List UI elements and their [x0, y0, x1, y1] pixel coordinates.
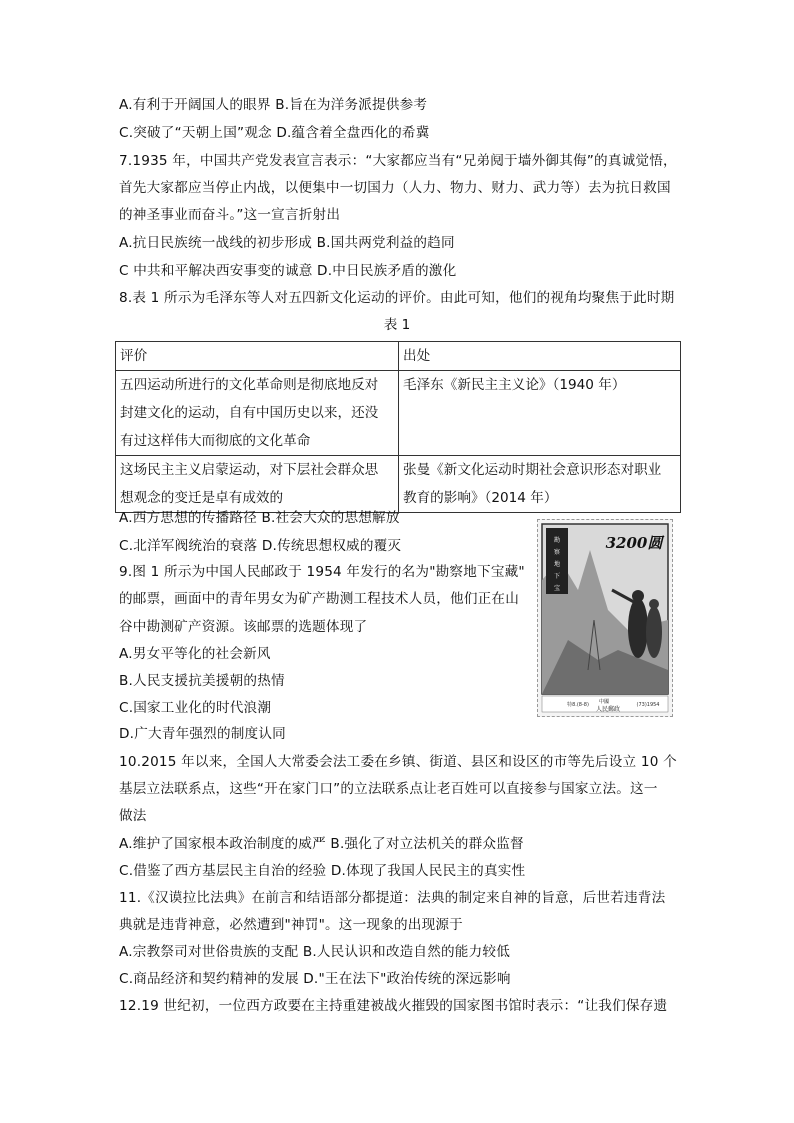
q11-stem-line2: 典就是违背神意，必然遭到"神罚"。这一现象的出现源于 [119, 917, 463, 933]
evaluation-cell [116, 456, 399, 513]
q10-stem-line3: 做法 [119, 808, 147, 824]
q7-stem-line2: 首先大家都应当停止内战，以便集中一切国力（人力、物力、财力、武力等）去为抗日救国 [119, 180, 671, 196]
header-evaluation: 评价 [116, 342, 399, 371]
postage-stamp-image [537, 519, 673, 717]
q7-stem-line3: 的神圣事业而奋斗。”这一宣言折射出 [119, 207, 341, 223]
svg-text:地: 地 [553, 561, 561, 568]
table-caption: 表 1 [383, 317, 411, 333]
q12-stem-line1: 12.19 世纪初，一位西方政要在主持重建被战火摧毁的国家图书馆时表示：“让我们保存遗 [119, 998, 668, 1014]
cell-line: 张曼《新文化运动时期社会意识形态对职业 [403, 462, 662, 478]
q10-options-ab: A.维护了国家根本政治制度的威严 B.强化了对立法机关的群众监督 [119, 836, 524, 852]
q9-stem-line2: 的邮票，画面中的青年男女为矿产勘测工程技术人员，他们正在山 [119, 591, 520, 607]
evaluation-cell [116, 371, 399, 456]
table-row [116, 371, 681, 456]
q6-options-cd: C.突破了“天朝上国”观念 D.蕴含着全盘西化的希冀 [119, 125, 430, 141]
q8-stem-line1: 8.表 1 所示为毛泽东等人对五四新文化运动的评价。由此可知，他们的视角均聚焦于此时期 [119, 290, 675, 306]
q8-options-ab: A.西方思想的传播路径 B.社会大众的思想解放 [119, 510, 400, 526]
stamp-code-right: (73)1954 [636, 702, 660, 708]
q6-options-ab: A.有利于开阔国人的眼界 B.旨在为洋务派提供参考 [119, 97, 428, 113]
q9-stem-line3: 谷中勘测矿产资源。该邮票的选题体现了 [119, 619, 368, 635]
source-cell [399, 371, 681, 456]
svg-text:勘: 勘 [553, 537, 561, 544]
header-source: 出处 [399, 342, 681, 371]
cell-line: 有过这样伟大而彻底的文化革命 [120, 433, 311, 449]
cell-line: 想观念的变迁是卓有成效的 [120, 490, 284, 506]
source-cell [399, 456, 681, 513]
stamp-code-left: 特8.(8-8) [567, 702, 589, 708]
cell-line: 五四运动所进行的文化革命则是彻底地反对 [120, 377, 379, 393]
cell-line: 教育的影响》（2014 年） [403, 490, 558, 506]
q9-option-d: D.广大青年强烈的制度认同 [119, 726, 286, 742]
cell-line: 这场民主主义启蒙运动，对下层社会群众思 [120, 462, 379, 478]
stamp-country: 中國 [598, 699, 610, 705]
svg-text:下: 下 [553, 573, 561, 580]
table-row [116, 456, 681, 513]
q9-option-c: C.国家工业化的时代浪潮 [119, 700, 272, 716]
stamp-issuer: 人民郵政 [595, 706, 621, 713]
q7-options-cd: C 中共和平解决西安事变的诚意 D.中日民族矛盾的激化 [119, 263, 457, 279]
table-header-row [116, 342, 681, 371]
q9-stem-line1: 9.图 1 所示为中国人民邮政于 1954 年发行的名为"勘察地下宝藏" [119, 564, 525, 580]
q10-stem-line2: 基层立法联系点，这些“开在家门口”的立法联系点让老百姓可以直接参与国家立法。这一 [119, 781, 658, 797]
evaluation-table [115, 341, 681, 513]
q9-option-a: A.男女平等化的社会新风 [119, 646, 271, 662]
svg-text:察: 察 [553, 549, 561, 556]
q10-stem-line1: 10.2015 年以来，全国人大常委会法工委在乡镇、街道、县区和设区的市等先后设立 10 个 [119, 754, 677, 770]
q11-options-ab: A.宗教祭司对世俗贵族的支配 B.人民认识和改造自然的能力较低 [119, 944, 510, 960]
stamp-artwork [538, 520, 672, 716]
q8-options-cd: C.北洋军阀统治的衰落 D.传统思想权威的覆灭 [119, 538, 402, 554]
q11-stem-line1: 11.《汉谟拉比法典》在前言和结语部分都提道：法典的制定来自神的旨意，后世若违背法 [119, 890, 666, 906]
cell-line: 封建文化的运动，自有中国历史以来，还没 [120, 405, 379, 421]
cell-line: 毛泽东《新民主主义论》（1940 年） [403, 377, 626, 393]
q11-options-cd: C.商品经济和契约精神的发展 D."王在法下"政治传统的深远影响 [119, 971, 511, 987]
q9-option-b: B.人民支援抗美援朝的热情 [119, 673, 285, 689]
q10-options-cd: C.借鉴了西方基层民主自治的经验 D.体现了我国人民民主的真实性 [119, 863, 526, 879]
stamp-value: 3200圆 [605, 534, 663, 552]
q7-options-ab: A.抗日民族统一战线的初步形成 B.国共两党利益的趋同 [119, 235, 455, 251]
svg-text:宝: 宝 [553, 585, 561, 592]
q7-stem-line1: 7.1935 年，中国共产党发表宣言表示：“大家都应当有“兄弟阋于墙外御其侮”的真诚觉悟， [119, 153, 677, 169]
